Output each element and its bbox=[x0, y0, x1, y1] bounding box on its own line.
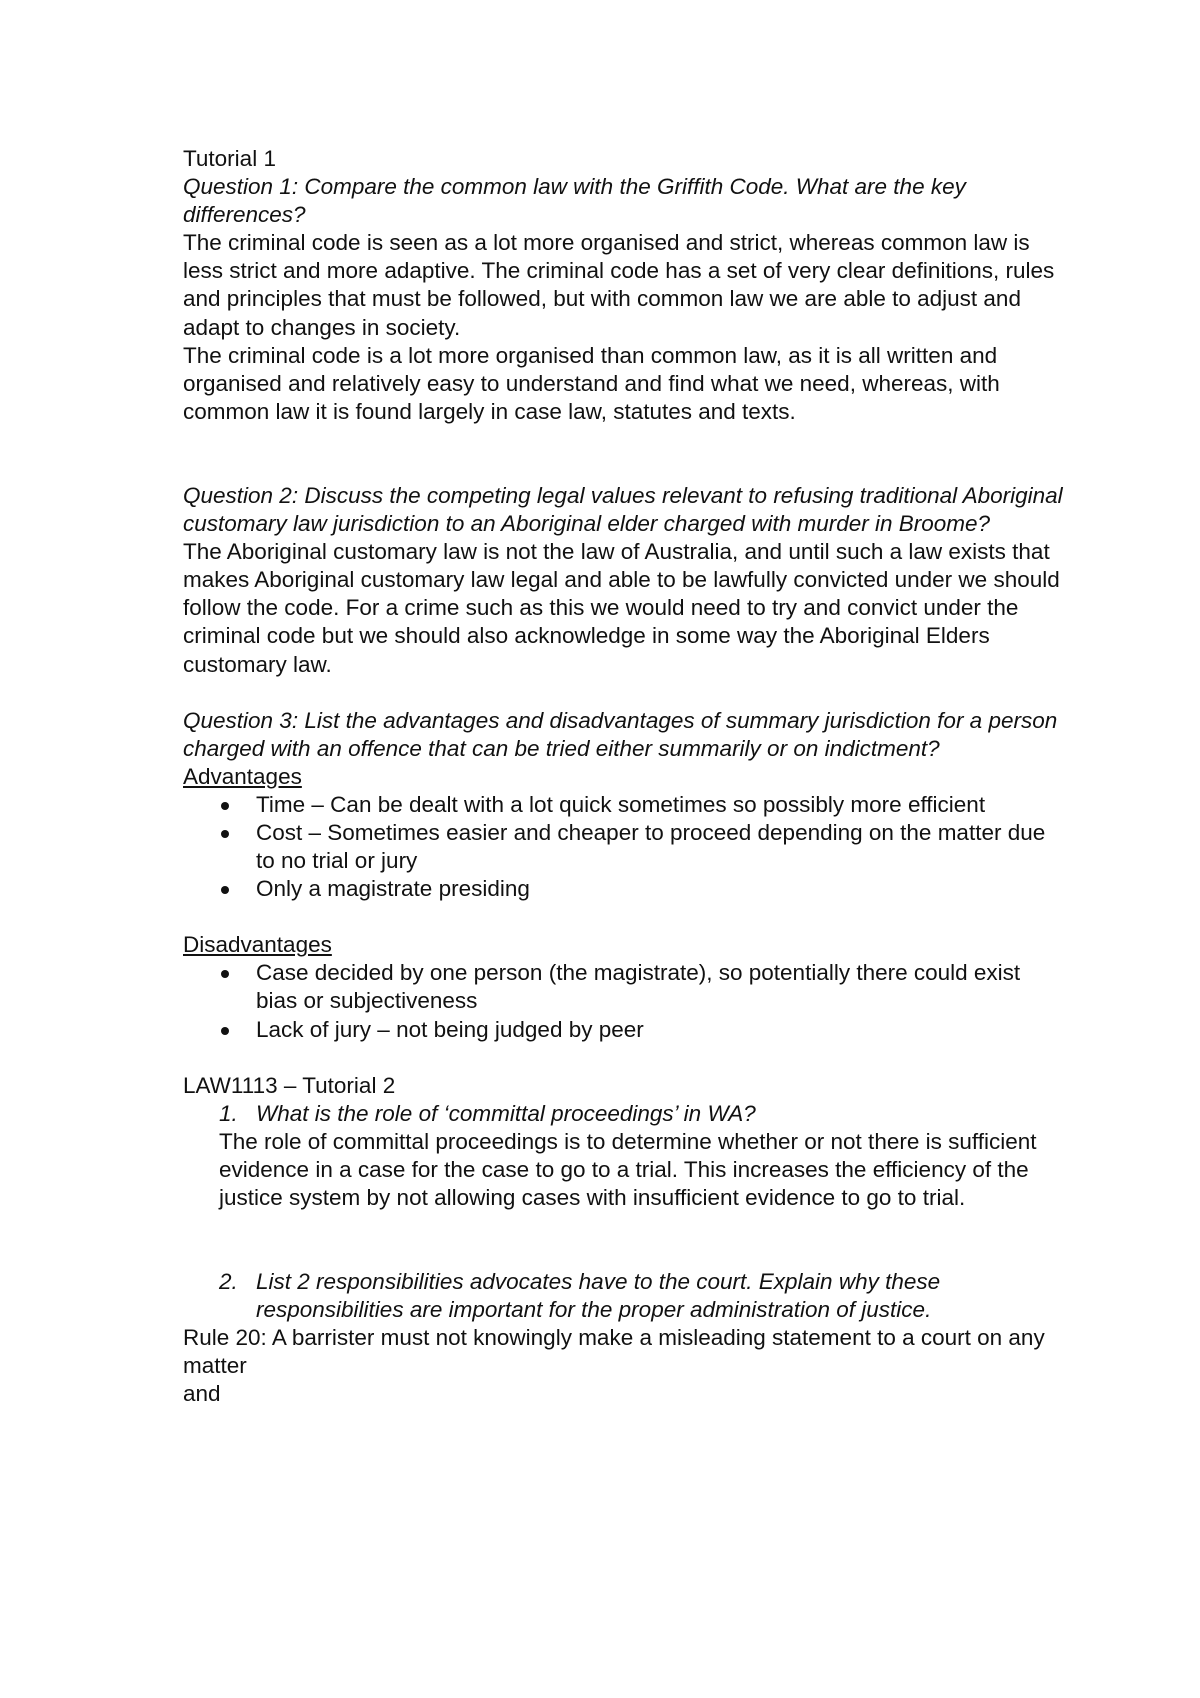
tutorial-2-answer-1: The role of committal proceedings is to determine whether or not there is sufficient evidence in a case for the case to go to a trial. This increases the efficiency of the justice system by not allowing cases with insufficient evidence to go to trial. bbox=[219, 1128, 1037, 1210]
disadvantages-heading: Disadvantages bbox=[183, 932, 332, 958]
answer-1-paragraph-1: The criminal code is seen as a lot more organised and strict, whereas common law is less strict and more adaptive. The criminal code has a set of very clear definitions, rules and principles that must be followed, but with common law we are able to adjust and adapt to changes in society. bbox=[183, 230, 1055, 340]
advantage-item: Time – Can be dealt with a lot quick sometimes so possibly more efficient bbox=[183, 791, 1063, 819]
tutorial-2-question-1-block bbox=[183, 1100, 1063, 1212]
question-number: 1. bbox=[219, 1100, 238, 1126]
spacer bbox=[183, 903, 1063, 931]
answer-1-paragraph-2: The criminal code is a lot more organised than common law, as it is all written and organised and relatively easy to understand and find what we need, whereas, with common law it is found largely in case law, statutes and texts. bbox=[183, 342, 1000, 424]
tutorial-2-heading: LAW1113 – Tutorial 2 bbox=[183, 1072, 396, 1098]
spacer bbox=[183, 679, 1063, 707]
and-text: and bbox=[183, 1381, 221, 1407]
numbered-question bbox=[219, 1100, 1063, 1128]
rule-20-text: Rule 20: A barrister must not knowingly make a misleading statement to a court on any matter bbox=[183, 1325, 1045, 1379]
numbered-question bbox=[219, 1268, 1063, 1324]
advantages-list bbox=[183, 791, 1063, 903]
disadvantages-list bbox=[183, 959, 1063, 1043]
spacer bbox=[183, 1044, 1063, 1072]
advantage-item: Only a magistrate presiding bbox=[183, 875, 1063, 903]
tutorial-2-question-1: What is the role of ‘committal proceedings’ in WA? bbox=[256, 1100, 756, 1126]
advantages-heading: Advantages bbox=[183, 763, 302, 789]
spacer bbox=[183, 426, 1063, 482]
answer-2: The Aboriginal customary law is not the law of Australia, and until such a law exists that makes Aboriginal customary law legal and able to be lawfully convicted under we should follow the code. For a crime such as this we would need to try and convict under the criminal code but we should also acknowledge in some way the Aboriginal Elders customary law. bbox=[183, 539, 1060, 677]
advantage-item: Cost – Sometimes easier and cheaper to proceed depending on the matter due to no trial or jury bbox=[183, 819, 1063, 875]
document-page bbox=[183, 145, 1063, 1409]
question-1: Question 1: Compare the common law with the Griffith Code. What are the key differences? bbox=[183, 174, 966, 228]
disadvantage-item: Lack of jury – not being judged by peer bbox=[183, 1016, 1063, 1044]
tutorial-2-question-2-block bbox=[183, 1268, 1063, 1324]
disadvantage-item: Case decided by one person (the magistrate), so potentially there could exist bias or subjectiveness bbox=[183, 959, 1063, 1015]
question-number: 2. bbox=[219, 1269, 238, 1295]
question-2: Question 2: Discuss the competing legal values relevant to refusing traditional Aboriginal customary law jurisdiction to an Aboriginal elder charged with murder in Broome? bbox=[183, 482, 1063, 537]
tutorial-1-heading: Tutorial 1 bbox=[183, 146, 276, 171]
question-3: Question 3: List the advantages and disadvantages of summary jurisdiction for a person charged with an offence that can be tried either summarily or on indictment? bbox=[183, 707, 1058, 761]
tutorial-2-question-2: List 2 responsibilities advocates have to the court. Explain why these responsibilities are important for the proper administration of justice. bbox=[256, 1269, 941, 1323]
spacer bbox=[183, 1212, 1063, 1268]
